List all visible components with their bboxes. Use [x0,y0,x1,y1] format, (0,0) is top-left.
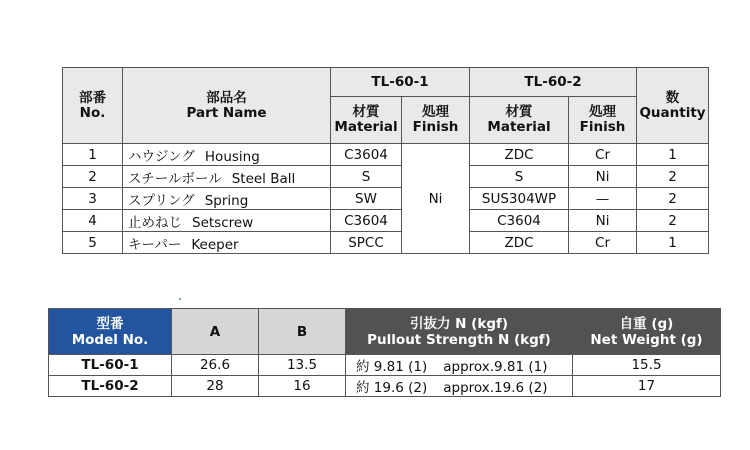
header-part-name: 部品名 Part Name [123,68,331,144]
table-row [63,166,709,188]
cell-part-name: キーパー Keeper [123,232,331,254]
cell-material-2: ZDC [470,144,569,166]
header-material-1: 材質 Material [331,97,402,144]
cell-material-1: C3604 [331,210,402,232]
cell-no: 5 [63,232,123,254]
cell-material-1: C3604 [331,144,402,166]
header-finish-1: 処理 Finish [402,97,470,144]
cell-a: 26.6 [172,355,259,376]
table-row [63,144,709,166]
cell-pullout-strength: 約 19.6 (2) approx.19.6 (2) [346,376,573,397]
cell-a: 28 [172,376,259,397]
cell-finish-2: Cr [569,144,637,166]
cell-finish-2: — [569,188,637,210]
cell-no: 4 [63,210,123,232]
cell-pullout-strength: 約 9.81 (1) approx.9.81 (1) [346,355,573,376]
cell-part-name: ハウジング Housing [123,144,331,166]
header-material-2: 材質 Material [470,97,569,144]
cell-b: 16 [259,376,346,397]
cell-quantity: 1 [637,144,709,166]
cell-material-2: ZDC [470,232,569,254]
cell-quantity: 2 [637,188,709,210]
cell-part-name: 止めねじ Setscrew [123,210,331,232]
cell-finish-2: Ni [569,210,637,232]
header-model-no: 型番 Model No. [49,309,172,355]
cell-material-2: C3604 [470,210,569,232]
parts-table [62,67,709,254]
table-row [49,355,721,376]
cell-quantity: 1 [637,232,709,254]
header-no: 部番 No. [63,68,123,144]
cell-finish-2: Ni [569,166,637,188]
cell-b: 13.5 [259,355,346,376]
cell-part-name: スプリング Spring [123,188,331,210]
cell-model: TL-60-2 [49,376,172,397]
cell-material-1: SW [331,188,402,210]
cell-model: TL-60-1 [49,355,172,376]
stray-dot [179,298,181,300]
spec-table [48,308,721,397]
header-b: B [259,309,346,355]
cell-net-weight: 15.5 [573,355,721,376]
table-row [63,188,709,210]
cell-part-name: スチールボール Steel Ball [123,166,331,188]
cell-material-1: S [331,166,402,188]
cell-material-2: SUS304WP [470,188,569,210]
header-finish-2: 処理 Finish [569,97,637,144]
table-row [49,376,721,397]
header-group-tl-60-2: TL-60-2 [470,68,637,97]
header-quantity: 数 Quantity [637,68,709,144]
cell-quantity: 2 [637,210,709,232]
header-pullout-strength: 引抜力 N (kgf) Pullout Strength N (kgf) [346,309,573,355]
cell-no: 2 [63,166,123,188]
cell-finish-2: Cr [569,232,637,254]
cell-net-weight: 17 [573,376,721,397]
cell-quantity: 2 [637,166,709,188]
header-a: A [172,309,259,355]
table-row [63,232,709,254]
cell-finish-1-shared: Ni [402,144,470,254]
cell-material-2: S [470,166,569,188]
cell-no: 1 [63,144,123,166]
cell-material-1: SPCC [331,232,402,254]
table-row [63,210,709,232]
header-group-tl-60-1: TL-60-1 [331,68,470,97]
cell-no: 3 [63,188,123,210]
header-net-weight: 自重 (g) Net Weight (g) [573,309,721,355]
